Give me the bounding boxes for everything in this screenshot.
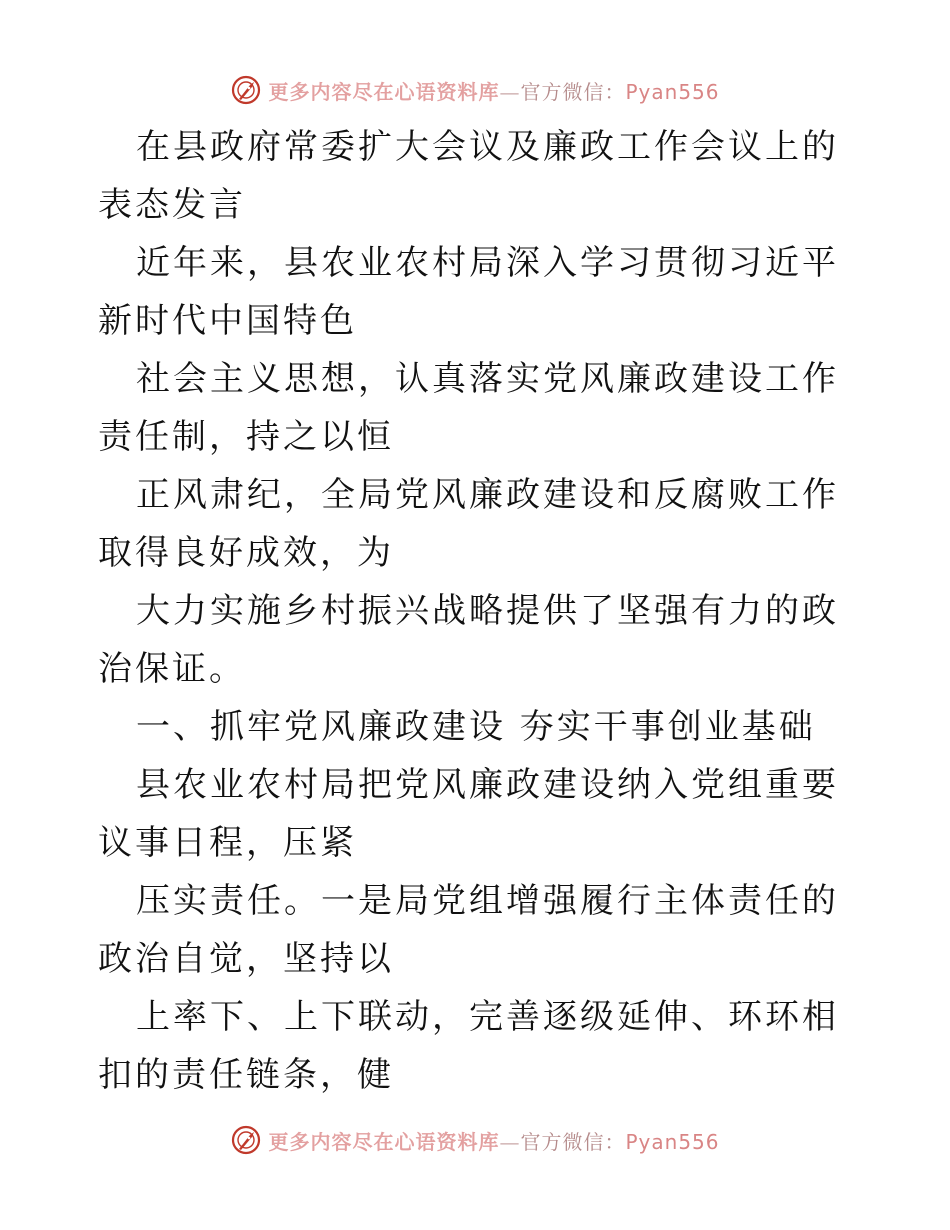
paragraph: 压实责任。一是局党组增强履行主体责任的政治自觉，坚持以: [98, 881, 839, 979]
watermark-footer: [0, 1120, 950, 1160]
paragraph: 社会主义思想，认真落实党风廉政建设工作责任制，持之以恒: [98, 359, 839, 457]
watermark-official-label: 官方微信：: [520, 1129, 626, 1154]
paragraph-title: 在县政府常委扩大会议及廉政工作会议上的表态发言: [98, 127, 839, 225]
pen-nib-logo-icon: [230, 1124, 262, 1156]
watermark-wechat-id: Pyan556: [625, 1129, 720, 1154]
watermark-dash: —: [499, 1129, 521, 1154]
watermark-header: [0, 70, 950, 110]
paragraph: 近年来，县农业农村局深入学习贯彻习近平新时代中国特色: [98, 243, 839, 341]
paragraph: 正风肃纪，全局党风廉政建设和反腐败工作取得良好成效，为: [98, 475, 839, 573]
section-heading: 一、抓牢党风廉政建设 夯实干事创业基础: [136, 707, 816, 747]
paragraph: 上率下、上下联动，完善逐级延伸、环环相扣的责任链条，健: [98, 997, 839, 1095]
watermark-official-label: 官方微信：: [520, 79, 626, 104]
paragraph: 县农业农村局把党风廉政建设纳入党组重要议事日程，压紧: [98, 765, 839, 863]
watermark-dash: —: [499, 79, 521, 104]
watermark-wechat-id: Pyan556: [625, 79, 720, 104]
watermark-brand: 更多内容尽在心语资料库: [268, 1129, 500, 1154]
watermark-text: [268, 76, 719, 105]
watermark-brand: 更多内容尽在心语资料库: [268, 79, 500, 104]
pen-nib-logo-icon: [230, 74, 262, 106]
watermark-text: [268, 1126, 719, 1155]
document-body: [98, 118, 858, 1104]
paragraph: 大力实施乡村振兴战略提供了坚强有力的政治保证。: [98, 591, 839, 689]
